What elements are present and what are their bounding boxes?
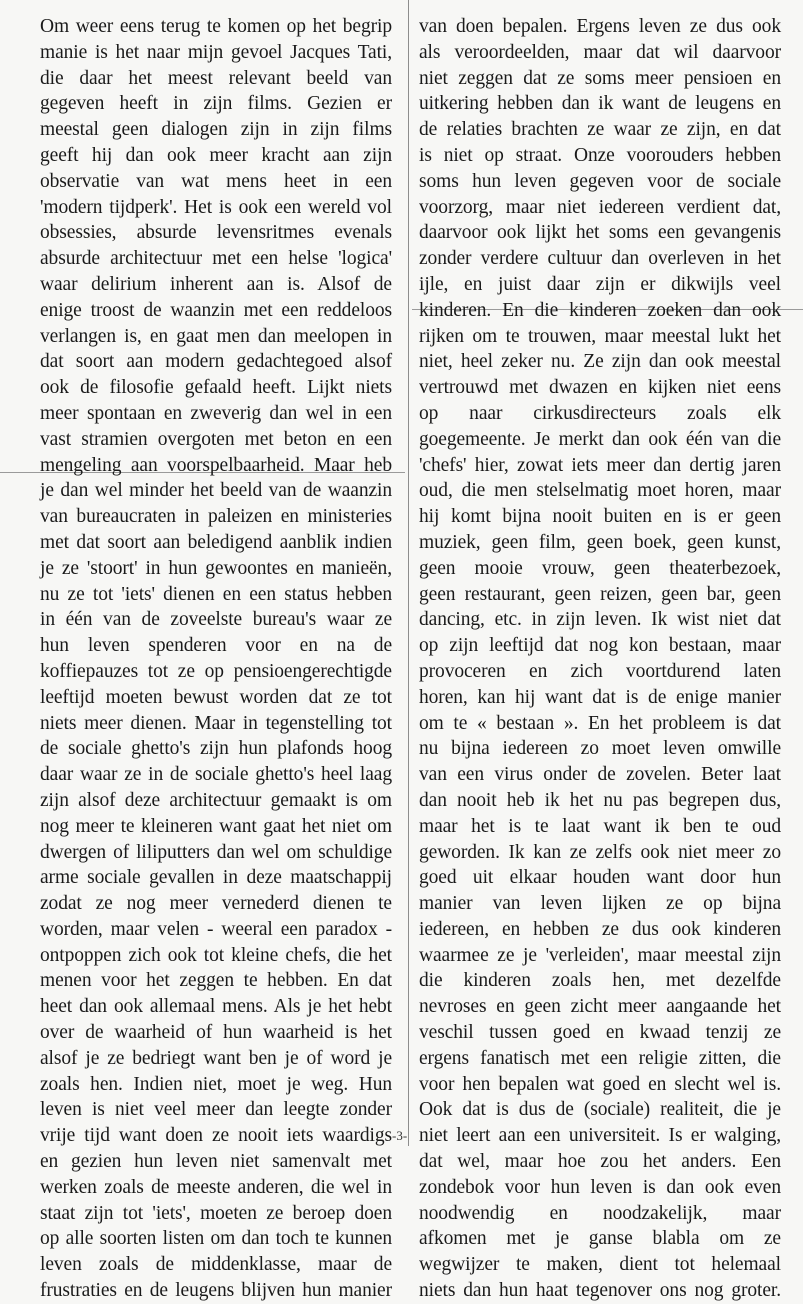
text-line: alsof je ze bedriegt want ben je of word je <box>40 1047 392 1069</box>
text-line: nog meer te kleineren want gaat het niet om <box>40 815 392 837</box>
text-line: hun leven spenderen voor en na de <box>40 635 392 657</box>
text-line: geen restaurant, geen reizen, geen bar, geen <box>419 583 781 605</box>
text-line: van bureaucraten in paleizen en ministeries <box>40 506 392 528</box>
text-line: dwergen of liliputters dan wel om schuldige <box>40 841 392 863</box>
text-line: vrije tijd want doen ze nooit iets waardigs <box>40 1125 392 1147</box>
text-line: noodwendig en noodzakelijk, maar <box>419 1202 781 1224</box>
text-line: niet, heel zeker nu. Ze zijn dan ook meestal <box>419 351 781 373</box>
text-line: manier van leven lijken ze op bijna <box>419 893 781 915</box>
text-line: leeftijd moeten bewust worden dat ze tot <box>40 686 392 708</box>
text-line: op zijn leeftijd dat nog kon bestaan, maar <box>419 635 781 657</box>
text-line: van doen bepalen. Ergens leven ze dus ook <box>419 16 781 37</box>
text-line: is niet op straat. Onze voorouders hebben <box>419 144 781 166</box>
text-line: geworden. Ik kan ze zelfs ook niet meer zo <box>419 841 781 863</box>
text-line: obsessies, absurde levensritmes evenals <box>40 222 392 244</box>
text-line: de sociale ghetto's zijn hun plafonds hoog <box>40 738 392 760</box>
text-line: je ze 'stoort' in hun gewoontes en manieën, <box>40 557 392 579</box>
text-line: veschil tussen goed en kwaad tenzij ze <box>419 1022 781 1044</box>
text-line: Om weer eens terug te komen op het begrip <box>40 16 392 37</box>
text-line: op alle soorten listen om dan toch te kunnen <box>40 1228 392 1250</box>
text-line: staat zijn tot 'iets', moeten ze beroep doen <box>40 1202 392 1224</box>
text-line: in één van de zoveelste bureau's waar ze <box>40 609 392 631</box>
text-line: iedereen, en hebben ze dus ook kinderen <box>419 918 781 940</box>
text-line: observatie van wat mens heet in een <box>40 170 392 192</box>
text-line: verlangen is, en gaat men dan meelopen in <box>40 325 392 347</box>
text-line: leven is niet veel meer dan leegte zonder <box>40 1099 392 1121</box>
column-divider <box>408 0 409 1146</box>
text-line: om te « bestaan ». En het probleem is dat <box>419 712 781 734</box>
text-line: meer spontaan en zweverig dan wel in een <box>40 402 392 424</box>
text-line: kinderen. En die kinderen zoeken dan ook <box>419 299 781 321</box>
text-line: niets meer dienen. Maar in tegenstelling tot <box>40 712 392 734</box>
text-line: maar het is te laat want ik ben te oud <box>419 815 781 837</box>
text-line: nu ze tot 'iets' dienen en een status hebben <box>40 583 392 605</box>
text-line: en gezien hun leven niet samenvalt met <box>40 1151 392 1173</box>
text-line: niet leert aan een universiteit. Is er walging, <box>419 1125 781 1147</box>
text-line: van een virus onder de zovelen. Beter laat <box>419 764 781 786</box>
text-line: daarvoor ook lijkt het soms een gevangenis <box>419 222 781 244</box>
text-line: voorzorg, maar niet iedereen verdient dat, <box>419 196 781 218</box>
text-line: meestal geen dialogen zijn in zijn films <box>40 119 392 141</box>
text-line: frustraties en de leugens blijven hun manier <box>40 1280 392 1302</box>
text-line: goegemeente. Je merkt dan ook één van die <box>419 428 781 450</box>
text-line: nu bijna iedereen zo moet leven omwille <box>419 738 781 760</box>
text-line: zijn alsof deze architectuur gemaakt is om <box>40 789 392 811</box>
text-line: 'chefs' hier, zowat iets meer dan dertig jaren <box>419 454 781 476</box>
text-line: enige troost de waanzin met een reddeloos <box>40 299 392 321</box>
text-line: soms hun leven gegeven voor de sociale <box>419 170 781 192</box>
text-line: vertrouwd met dwazen en kijken niet eens <box>419 377 781 399</box>
page-number: -3- <box>392 1128 408 1143</box>
text-line: zondebok voor hun leven is dan ook even <box>419 1176 781 1198</box>
text-line: de relaties brachten ze waar ze zijn, en dat <box>419 119 781 141</box>
text-line: zodat ze nog meer vernederd dienen te <box>40 893 392 915</box>
text-line: arme sociale gevallen in deze maatschappij <box>40 867 392 889</box>
text-line: als veroordeelden, maar dat wil daarvoor <box>419 41 781 63</box>
text-line: dancing, etc. in zijn leven. Ik wist niet dat <box>419 609 781 631</box>
text-line: ook de filosofie gefaald heeft. Lijkt niets <box>40 377 392 399</box>
text-line: koffiepauzes tot ze op pensioengerechtigde <box>40 660 392 682</box>
text-line: ontpoppen zich ook tot kleine chefs, die het <box>40 944 392 966</box>
text-line: geeft hij dan ook meer kracht aan zijn <box>40 144 392 166</box>
text-line: voor hen bepalen wat goed en slecht wel is. <box>419 1073 781 1095</box>
text-line: provoceren en zich voortdurend laten <box>419 660 781 682</box>
text-line: 'modern tijdperk'. Het is ook een wereld vol <box>40 196 392 218</box>
text-line: werken zoals de meeste anderen, die wel in <box>40 1176 392 1198</box>
text-line: vast stramien overgoten met beton en een <box>40 428 392 450</box>
text-line: zoals hen. Indien niet, moet je weg. Hun <box>40 1073 392 1095</box>
text-line: dat soort aan modern gedachtegoed alsof <box>40 351 392 373</box>
text-line: afkomen met je ganse blabla om ze <box>419 1228 781 1250</box>
text-line: horen, kan hij want dat is de enige manier <box>419 686 781 708</box>
text-line: zonder verdere cultuur dan overleven in het <box>419 248 781 270</box>
text-line: heet dan ook allemaal mens. Als je het hebt <box>40 996 392 1018</box>
text-line: nevroses en geen zicht meer aangaande het <box>419 996 781 1018</box>
text-line: uitkering hebben dan ik want de leugens en <box>419 93 781 115</box>
text-line: goed uit elkaar houden want door hun <box>419 867 781 889</box>
text-line: gegeven heeft in zijn films. Gezien er <box>40 93 392 115</box>
text-line: leven zoals de middenklasse, maar de <box>40 1254 392 1276</box>
text-line: manie is het naar mijn gevoel Jacques Tati, <box>40 41 392 63</box>
text-line: die daar het meest relevant beeld van <box>40 67 392 89</box>
left-text-column <box>40 14 392 1304</box>
text-line: wegwijzer te maken, dient tot helemaal <box>419 1254 781 1276</box>
text-line: die kinderen zoals hen, met dezelfde <box>419 970 781 992</box>
right-text-column <box>419 14 781 1304</box>
text-line: worden, maar velen - weeral een paradox - <box>40 918 392 940</box>
text-line: je dan wel minder het beeld van de waanzin <box>40 480 392 502</box>
text-line: rijken om te trouwen, maar meestal lukt het <box>419 325 781 347</box>
text-line: niets dan hun haat tegenover ons nog groter. <box>419 1280 781 1302</box>
text-line: dat wel, maar hoe zou het anders. Een <box>419 1151 781 1173</box>
text-line: muziek, geen film, geen boek, geen kunst, <box>419 531 781 553</box>
text-line: waar delirium inherent aan is. Alsof de <box>40 273 392 295</box>
text-line: Ook dat is dus de (sociale) realiteit, die je <box>419 1099 781 1121</box>
text-line: met dat soort aan beledigend aanblik indien <box>40 531 392 553</box>
text-line: ijle, en juist daar zijn er dikwijls veel <box>419 273 781 295</box>
text-line: absurde architectuur met een helse 'logica' <box>40 248 392 270</box>
text-line: over de waarheid of hun waarheid is het <box>40 1022 392 1044</box>
text-line: ergens fanatisch met een religie zitten, die <box>419 1047 781 1069</box>
text-line: menen voor het zeggen te hebben. En dat <box>40 970 392 992</box>
text-line: op naar cirkusdirecteurs zoals elk <box>419 402 781 424</box>
text-line: daar waar ze in de sociale ghetto's heel laag <box>40 764 392 786</box>
text-line: hij komt bijna nooit buiten en is er geen <box>419 506 781 528</box>
text-line: dan nooit heb ik het nu pas begrepen dus, <box>419 789 781 811</box>
text-line: oud, die men stelselmatig moet horen, maar <box>419 480 781 502</box>
text-line: niet zeggen dat ze soms meer pensioen en <box>419 67 781 89</box>
text-line: geen mooie vrouw, geen theaterbezoek, <box>419 557 781 579</box>
text-line: waarmee ze je 'verleiden', maar meestal zijn <box>419 944 781 966</box>
text-line: mengeling aan voorspelbaarheid. Maar heb <box>40 454 392 476</box>
